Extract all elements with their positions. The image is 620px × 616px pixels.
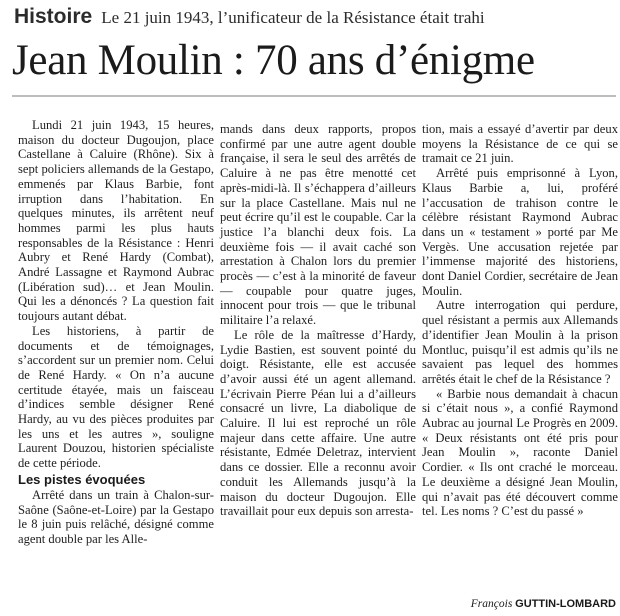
article-column-3 xyxy=(422,122,618,519)
paragraph: « Barbie nous demandait à chacun si c’était nous », a confié Raymond Aubrac au journal Le Progrès en 2009. « Deux résistants ont été pris pour Jean Moulin », raconte Daniel Cordier. « Ils ont craché le morceau. Le deuxième a désigné Jean Moulin, qui n’avait pas été découvert comme tel. Les noms ? C’est du passé » xyxy=(422,386,618,519)
paragraph: Lundi 21 juin 1943, 15 heures, maison du docteur Dugoujon, place Castellane à Caluire (Rhône). Six à sept policiers allemands de la Gestapo, emmenés par Klaus Barbie, font irruption dans l’habitation. En quelques minutes, ils arrêtent neuf hommes parmi les plus hauts responsables de la Résistance : Henri Aubry et René Hardy (Combat), André Lassagne et Raymond Aubrac (Libération sud)… et Jean Moulin. Qui les a dénoncés ? La question fait toujours autant débat. xyxy=(18,118,214,324)
article-column-1 xyxy=(18,118,214,547)
article-column-2 xyxy=(220,122,416,519)
paragraph: Autre interrogation qui perdure, quel résistant a permis aux Allemands d’identifier Jean Moulin à la prison Montluc, puisqu’il est admis qu’ils ne savaient pas lequel des hommes arrêtés était le chef de la Résistance ? xyxy=(422,298,618,386)
paragraph: Les historiens, à partir de documents et de témoignages, s’accordent sur un premier nom. Celui de René Hardy. « On n’a aucune certitude étayée, mais un faisceau d’indices semble désigner René Hardy, au vu des pièces produites par les uns et les autres », souligne Laurent Douzou, historien spécialiste de cette période. xyxy=(18,323,214,471)
title-rule xyxy=(12,95,616,97)
article-kicker xyxy=(14,4,614,31)
paragraph: Le rôle de la maîtresse d’Hardy, Lydie Bastien, est souvent pointé du doigt. Résistante, elle est accusée d’avoir aussi été un agent allemand. L’écrivain Pierre Péan lui a d’ailleurs consacré un livre, La diabolique de Caluire. Il lui est reproché un rôle majeur dans cette affaire. Une autre résistante, Edmée Deletraz, intervient dans ce dossier. Elle a reconnu avoir conduit les Allemands jusqu’à la maison du docteur Dugoujon. Elle travaillait pour eux depuis son arresta- xyxy=(220,327,416,519)
kicker-subtitle: Le 21 juin 1943, l’unificateur de la Résistance était trahi xyxy=(101,8,485,27)
paragraph: Arrêté puis emprisonné à Lyon, Klaus Barbie a, lui, proféré l’accusation de trahison contre le célèbre résistant Raymond Aubrac dans un « testament » porté par Me Vergès. Une accusation rejetée par l’immense majorité des historiens, dont Daniel Cordier, secrétaire de Jean Moulin. xyxy=(422,166,618,298)
paragraph: mands dans deux rapports, propos confirmé par une autre agent double française, il sera le seul des arrêtés de Caluire à ne pas être menotté cet après-midi-là. Il s’échappera d’ailleurs sur la place Castellane. Mais nul ne peut écrire qu’il est le coupable. Car la justice l’a blanchi deux fois. La deuxième fois — il avait caché son arrestation à Chalon lors du premier procès — c’est à la minorité de faveur — coupable pour quatre juges, innocent pour trois — que le tribunal militaire l’a relaxé. xyxy=(220,122,416,328)
page-title: Jean Moulin : 70 ans d’énigme xyxy=(12,37,535,84)
paragraph: tion, mais a essayé d’avertir par deux moyens la Résistance de ce qui se tramait ce 21 juin. xyxy=(422,122,618,166)
author-signature xyxy=(420,598,616,610)
section-subhead: Les pistes évoquées xyxy=(18,471,146,487)
rubric-label: Histoire xyxy=(14,5,93,28)
author-last-name: GUTTIN-LOMBARD xyxy=(515,598,616,610)
author-first-name: François xyxy=(470,598,513,610)
paragraph: Arrêté dans un train à Chalon-sur-Saône (Saône-et-Loire) par la Gestapo le 8 juin puis relâché, désigné comme agent double par les Alle- xyxy=(18,487,214,546)
